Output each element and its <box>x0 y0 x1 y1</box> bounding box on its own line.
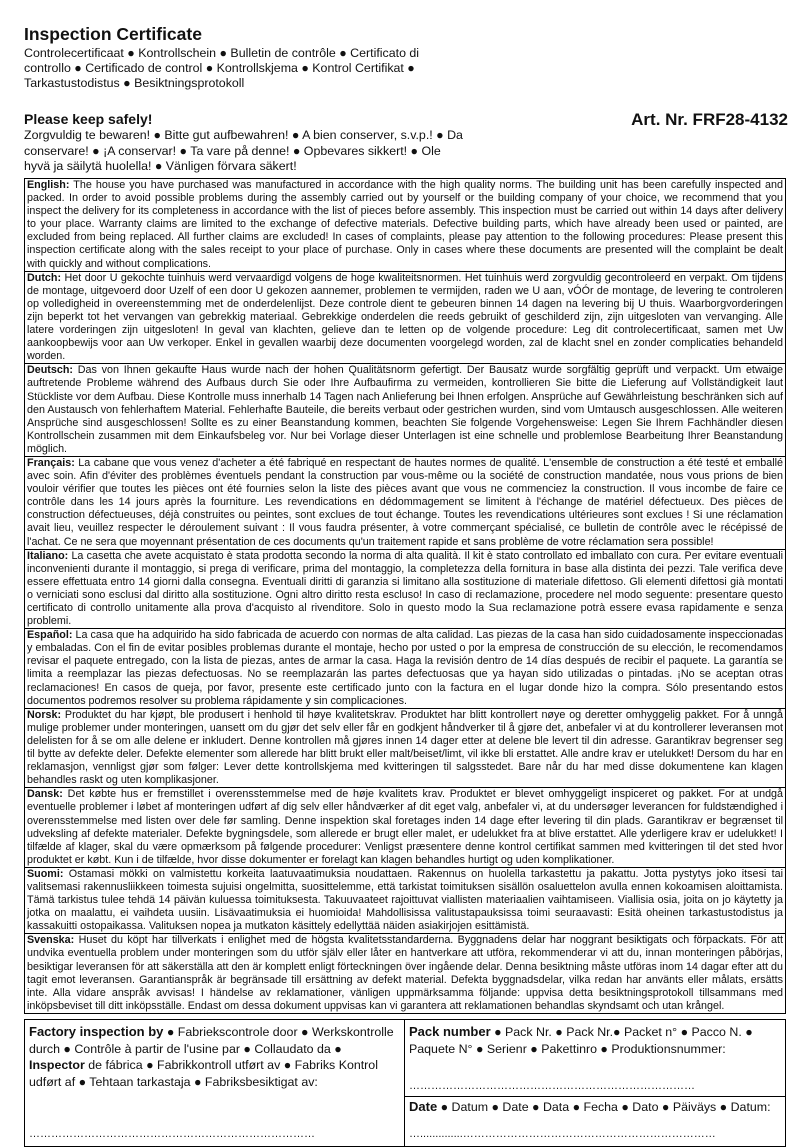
section-deutsch <box>25 363 785 456</box>
pack-number-blank[interactable]: …………………………………………………………………… <box>409 1080 695 1092</box>
section-english <box>25 179 785 271</box>
section-text: Det købte hus er fremstillet i overensstemmelse med de høje kvalitets krav. Produktet er blevet omhyggeligt inspiceret og pakket. For at undgå eventuelle problemer i løbet af monteringen udført af dig selv eller håndværker af dit eget valg, anbefaler vi, at du undersøger leverancen for fuldstændighed i overensstemmelse med listen over dele før samling. Denne inspektion skal foretages inden 14 dage efter levering til din plads. Garantikrav er begrænset til udveksling af defekte materialer. Defekte bygningsdele, som allerede er brugt eller malet, er udelukket fra at blive erstattet. Alle yderligere krav er udelukket! I tilfælde af klager, skal du være opmærksom på følgende procedurer: Venligst præsentere denne kontrol certifikat sammen med kvitteringen til det sted hvor produktet er købt. Kun i de tilfælde, hvor disse dokumenter er forelagt kan klagen behandles hurtigt og uden komplikationer. <box>27 788 783 866</box>
section-text: Huset du köpt har tillverkats i enlighet med de högsta kvalitetsstandarderna. Byggnadens delar har noggrant besiktigats och förpackats. För att undvika eventuella problem under monteringen som du utför själv eller låter en hantverkare att utföra, rekommenderar vi att du, innan monteringen påbörjas, besiktigar leveransen för att säkerställa att den är komplett enligt förteckningen över ingående delar. Denna besiktning måste utföras inom 14 dagar efter att du tagit emot leveransen. Garantianspråk är begränsade till ersättning av defekt material. Defekta byggnadsdelar, vilka redan har använts eller målats, ersätts inte. Alla vidare anspråk avvisas! I händelse av reklamationer, vänligen uppmärksamma följande: uppvisa detta besiktningsprotokoll tillsammans med inköpsbeviset till ditt inköpsställe. Endast om dessa dokument uppvisas kan vi garantera att reklamationen behandlas skyndsamt och utan krångel. <box>27 934 783 1012</box>
title-translations: Controlecertificaat ● Kontrollschein ● Bulletin de contrôle ● Certificato di controllo ● Certificado de control ● Kontrollskjema ● Kontrol Certifikat ● Tarkastustodistus ● Besiktningsprotokoll <box>24 46 420 90</box>
pack-date-divider <box>405 1096 785 1097</box>
section-text: The house you have purchased was manufactured in accordance with the high quality norms. The building unit has been carefully inspected and packed. In order to avoid possible problems during the assembly carried out by yourself or the building company of your choice, we recommend that you inspect the delivery for its completeness in accordance with the list of pieces before assembly. This inspection must be carried out within 14 days after delivery to your place. Warranty claims are limited to the exchange of defective materials. Defective building parts, which have already been used or painted, are excluded from being replaced. All further claims are excluded! In cases of complaints, please pay attention to the following procedures: Please present this inspection certificate along with the sales receipt to your place of purchase. Only in cases where these documents are presented will the complaint be dealt with quickly and without complications. <box>27 179 783 270</box>
date-field <box>409 1099 781 1116</box>
section-francais <box>25 456 785 549</box>
section-svenska <box>25 933 785 1013</box>
section-language-label: Italiano: <box>27 549 69 562</box>
factory-inspection-translations-cont: de fábrica ● Fabrikkontroll utført av ● Fabriks Kontrol udført af ● Tehtaan tarkastaja ● Fabriksbesiktigat av: <box>29 1058 378 1089</box>
factory-inspection-translations: ● Fabriekscontrole door ● Werkskontrolle durch ● Contrôle à partir de l'usine par ● Collaudato da ● <box>29 1025 394 1056</box>
section-text: La casetta che avete acquistato è stata prodotta secondo la norma di alta qualità. Il kit è stato controllato ed imballato con cura. Per evitare eventuali inconvenienti durante il montaggio, si prega di verificare, prima del montaggio, la completezza della fornitura in base alla distinta dei pezzi. Tale verifica deve essere effettuata entro 14 giorni dalla consegna. Eventuali diritti di garanzia si limitano alla sostituzione di materiale difettoso. Gli elementi difettosi già montati o verniciati sono esclusi dal diritto alla sostituzione. Ogni altro diritto resta escluso! In caso di reclamazione, procedere nel modo seguente: presentare questo certificato di controllo unitamente alla prova d'acquisto al rivenditore. Solo in questo modo la Sua reclamazione potrà essere evasa rapidamente e senza problemi. <box>27 549 783 628</box>
signature-box <box>24 1019 786 1147</box>
section-language-label: Deutsch: <box>27 364 73 377</box>
language-sections <box>24 178 786 1014</box>
date-blank[interactable]: …..............…………………………………………………………… <box>409 1128 716 1140</box>
section-language-label: Dansk: <box>27 788 63 801</box>
section-dansk <box>25 787 785 867</box>
section-espanol <box>25 628 785 708</box>
section-text: Ostamasi mökki on valmistettu korkeita laatuvaatimuksia noudattaen. Rakennus on huolella tarkastettu ja pakattu. Jotta pystytys joko itsesi tai valitsemasi rakennusliikkeen toimesta sujuisi ongelmitta, suosittelemme, että tarkistat toimituksen sisällön osaluettelon avulla ennen kokoamisen aloittamista. Tämä tarkistus tulee tehdä 14 päivän kuluessa toimituksesta. Takuuvaateet rajoittuvat viallisten materiaalien vaihtamiseen. Viallisia osia, joita on jo käytetty ja jotka on maalattu, ei vaihdeta uusiin. Lisävaatimuksia ei huomioida! Mahdollisissa valitustapauksissa toimi seuraavasti: Esitä oheinen tarkastustodistus ja kassakuitti ostopaikassa. Valituksen nopea ja mutkaton käsittely edellyttää näiden asiakirjojen esittämistä. <box>27 867 783 933</box>
section-language-label: Dutch: <box>27 271 62 284</box>
section-text: La cabane que vous venez d'acheter a été fabriqué en respectant de hautes normes de qualité. L'ensemble de construction a été testé et emballé avec soin. Afin d'éviter des problèmes éventuels pendant la construction par vous-même ou la société de construction mandatée, nous vous prions de bien vouloir vérifier que toutes les pièces ont été fournies selon la liste des pièces avant que vous ne commenciez la construction. Il vous incombe de faire ce contrôle dans les 14 jours après la fourniture. Les revendications en dédommagement se limitent à l'échange de matériel défectueux. Des pièces de construction défectueuses, déjà construites ou peintes, sont exclues de tout échange. Toutes les revendications ultérieures sont exclues ! Si une réclamation avait lieu, veuillez respecter le déroulement suivant : Il vous faudra présenter, à votre commerçant spécialisé, ce bulletin de contrôle avec le récépissé de l'achat. Ce ne sera que moyennant présentation de ces documents qu'un traitement rapide et sans problème de votre réclamation sera possible! <box>27 456 783 548</box>
section-language-label: Norsk: <box>27 708 62 721</box>
section-language-label: Svenska: <box>27 934 75 947</box>
section-norsk <box>25 708 785 788</box>
keep-safely-heading: Please keep safely! <box>24 111 153 127</box>
pack-number-translations: ● Pack Nr. ● Pack Nr.● Packet n° ● Pacco N. ● Paquete N° ● Serienr ● Pakettinro ● Produktionsnummer: <box>409 1025 753 1056</box>
factory-inspection-label: Factory inspection by <box>29 1024 164 1039</box>
pack-number-label: Pack number <box>409 1024 491 1039</box>
pack-number-field <box>405 1020 785 1146</box>
section-language-label: Suomi: <box>27 867 64 880</box>
section-text: Produktet du har kjøpt, ble produsert i henhold til høye kvalitetskrav. Produktet har blitt kontrollert nøye og deretter omhyggelig pakket. For å unngå mulige problemer under monteringen, uansett om du gjør det selv eller får en godkjent håndverker til å gjøre det, anbefaler vi at du kontrollerer leveransen mot delelisten for å se om alle delene er inkludert. Denne kontrollen må gjøres innen 14 dager etter at delene ble levert til din adresse. Garantikrav begrenser seg til bytte av defekte deler. Defekte elementer som allerede har blitt brukt eller malt/beiset/limt, vil ikke bli erstattet. Alle andre krav er utelukket! Dersom du har en reklamasjon, vennligst gjør som følger: Lever dette kontrollskjema med kvitteringen til salgsstedet. Bare når du har med disse dokumentene kan klagen behandles raskt og uten komplikasjoner. <box>27 708 783 787</box>
section-dutch <box>25 271 785 364</box>
section-text: La casa que ha adquirido ha sido fabricada de acuerdo con normas de alta calidad. Las piezas de la casa han sido cuidadosamente inspeccionadas y embaladas. Con el fin de evitar posibles problemas durante el montaje, hecho por usted o por la empresa de construcción de su elección, le recomendamos revisar el paquete entregado, con la lista de piezas, antes de armar la casa. Haga la revisión dentro de 14 días después de recibir el paquete. La garantía se limita a reemplazar las piezas defectuosas. No se reemplazarán las partes defectuosas que ya hayan sido utilizadas o pintadas. ¡No se aceptan otras reclamaciones! En casos de queja, por favor, presente este certificado junto con la factura en el lugar donde hizo la compra. Sólo presentando estos documentos podremos resolver su problema rápidamente y sin complicaciones. <box>27 629 783 707</box>
section-suomi <box>25 867 785 933</box>
section-text: Das von Ihnen gekaufte Haus wurde nach der hohen Qualitätsnorm gefertigt. Der Bausatz wurde sorgfältig geprüft und verpackt. Um etwaige auftretende Probleme während des Aufbaus durch Sie oder Ihre Aufbaufirma zu vermeiden, kontrollieren Sie bitte die Lieferung auf Vollständigkeit laut Stückliste vor dem Aufbau. Diese Kontrolle muss innerhalb 14 Tagen nach Anlieferung bei Ihnen erfolgen. Ansprüche auf Gewährleistung beschränken sich auf den Austausch von fehlerhaftem Material. Fehlerhafte Bauteile, die bereits verbaut oder gestrichen wurden, sind vom Umtausch ausgeschlossen. Alle weiteren Ansprüche sind ausgeschlossen! Sollte es zu einer Beanstandung kommen, beachten Sie folgende Vorgehensweise: Legen Sie Ihrem Fachhändler diesen Kontrollschein zusammen mit dem Einkaufsbeleg vor. Nur bei Vorlage dieser Unterlagen ist eine schnelle und problemlose Bearbeitung Ihrer Beanstandung möglich. <box>27 364 783 455</box>
factory-inspector-label: Inspector <box>29 1058 85 1072</box>
article-number: Art. Nr. FRF28-4132 <box>631 110 788 129</box>
section-language-label: Français: <box>27 456 75 469</box>
date-translations: ● Datum ● Date ● Data ● Fecha ● Dato ● Päiväys ● Datum: <box>437 1100 771 1114</box>
factory-inspection-field <box>25 1020 405 1146</box>
section-language-label: English: <box>27 179 70 191</box>
factory-inspector-blank[interactable]: …………………………………………………………………… <box>29 1128 315 1140</box>
section-italiano <box>25 549 785 629</box>
page-title: Inspection Certificate <box>24 24 202 44</box>
certificate-page <box>24 24 790 1140</box>
date-label: Date <box>409 1099 438 1114</box>
section-text: Het door U gekochte tuinhuis werd vervaardigd volgens de hoge kwaliteitsnormen. Het tuinhuis werd zorgvuldig gecontroleerd en verpakt. Om tijdens de montage, uitgevoerd door Uzelf of een door U gekozen aannemer, problemen te vermijden, raden we U aan, vÓÓr de montage, de levering te controleren op volledigheid in overeenstemming met de onderdelenlijst. Deze controle dient te gebeuren binnen 14 dagen na levering bij U thuis. Waarborgvorderingen zijn beperkt tot het vervangen van gebrekkig materiaal. Gebrekkige onderdelen die reeds gebruikt of geschilderd zijn, zijn uitgesloten van vervanging. Alle latere vorderingen zijn uitgesloten! In geval van klachten, gelieve dan te letten op de volgende procedure: Leg dit controlecertificaat, samen met Uw aankoopbewijs voor aan Uw verkoper. Enkel in gevallen waarbij deze documenten voorgelegd worden, zal de klacht snel en zonder complicaties behandeld worden. <box>27 271 783 363</box>
keep-safely-translations: Zorgvuldig te bewaren! ● Bitte gut aufbewahren! ● A bien conserver, s.v.p.! ● Da conservare! ● ¡A conservar! ● Ta vare på denne! ● Opbevares sikkert! ● Ole hyvä ja säilytä huolella! ● Vänligen förvara säkert! <box>24 128 463 173</box>
section-language-label: Español: <box>27 629 73 642</box>
